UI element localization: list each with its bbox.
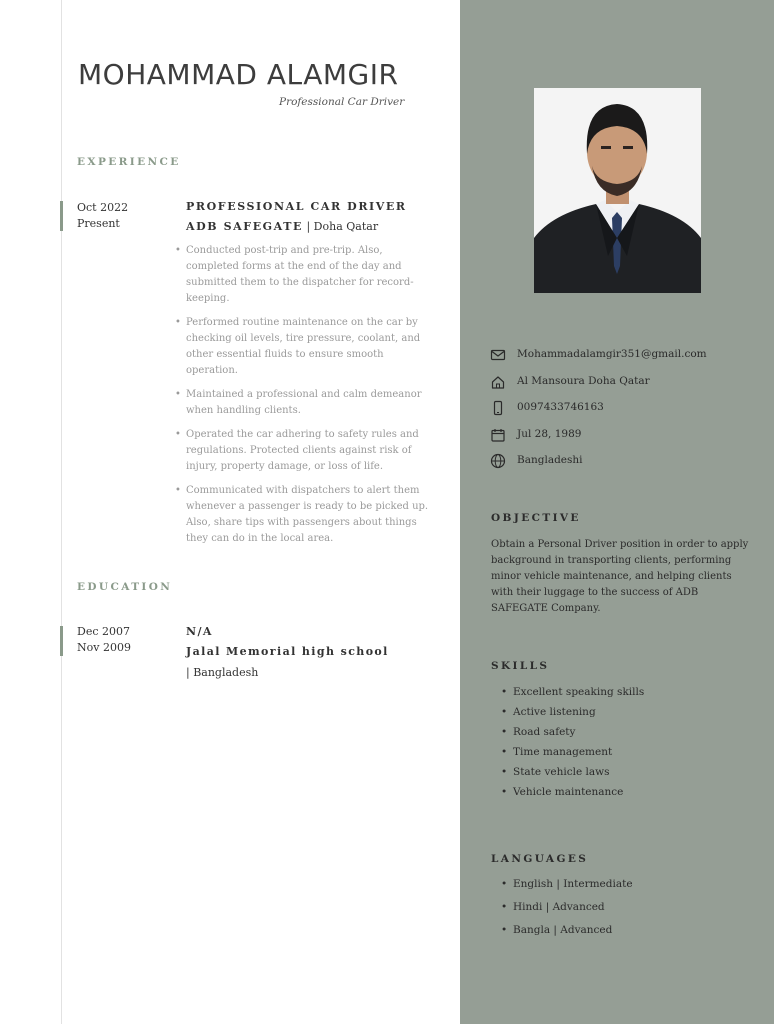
objective-text: Obtain a Personal Driver position in order to apply background in transporting clients, performing minor vehicle maintenance, and helping clients with their luggage to the success of ADB SAFEGATE Company. — [491, 539, 749, 614]
experience-bullet: • Conducted post-trip and pre-trip. Also, completed forms at the end of the day and submitted them to the dispatcher for record-keeping. — [186, 243, 438, 307]
profile-photo — [534, 88, 701, 293]
experience-bullets — [186, 243, 438, 555]
skill-item: • Excellent speaking skills — [513, 686, 644, 706]
education-degree: N/A — [186, 625, 213, 638]
job-company-line — [186, 220, 378, 233]
skill-item: • Time management — [513, 746, 644, 766]
experience-date-end: Present — [77, 217, 120, 230]
skill-item: • State vehicle laws — [513, 766, 644, 786]
contact-address — [490, 374, 750, 392]
education-heading: EDUCATION — [77, 581, 173, 593]
skills-list — [513, 686, 644, 806]
experience-date-start: Oct 2022 — [77, 201, 129, 214]
email-text: Mohammadalamgir351@gmail.com — [517, 348, 707, 360]
experience-bullet: • Operated the car adhering to safety rules and regulations. Protected clients against risk of injury, property damage, or loss of life. — [186, 427, 438, 475]
education-date-end: Nov 2009 — [77, 641, 131, 654]
experience-bullet: • Maintained a professional and calm demeanor when handling clients. — [186, 387, 438, 419]
languages-heading: LANGUAGES — [491, 853, 589, 865]
globe-icon — [490, 453, 506, 469]
language-item: • Hindi | Advanced — [513, 901, 633, 924]
candidate-name: MOHAMMAD ALAMGIR — [78, 58, 399, 91]
job-location: | Doha Qatar — [306, 220, 379, 233]
contact-dob — [490, 427, 750, 445]
skill-item: • Active listening — [513, 706, 644, 726]
home-icon — [490, 374, 506, 390]
experience-dates — [77, 200, 128, 232]
job-company: ADB SAFEGATE — [186, 220, 303, 233]
languages-list — [513, 878, 633, 947]
address-text: Al Mansoura Doha Qatar — [517, 375, 650, 387]
language-item: • English | Intermediate — [513, 878, 633, 901]
mail-icon — [490, 347, 506, 363]
job-title: PROFESSIONAL CAR DRIVER — [186, 200, 407, 213]
left-border-line — [61, 0, 62, 1024]
education-school: Jalal Memorial high school — [186, 645, 389, 658]
education-dates — [77, 624, 131, 656]
candidate-title: Professional Car Driver — [279, 96, 405, 108]
contact-nationality — [490, 453, 750, 471]
dob-text: Jul 28, 1989 — [517, 428, 582, 440]
education-date-start: Dec 2007 — [77, 625, 130, 638]
education-marker — [60, 626, 63, 656]
contact-phone[interactable] — [490, 400, 750, 418]
calendar-icon — [490, 427, 506, 443]
experience-heading: EXPERIENCE — [77, 156, 181, 168]
contact-email[interactable] — [490, 347, 750, 365]
profile-photo-illustration — [534, 88, 701, 293]
experience-bullet: • Communicated with dispatchers to alert them whenever a passenger is ready to be picked up. Also, share tips with passengers about things they can do in the local area. — [186, 483, 438, 547]
experience-marker — [60, 201, 63, 231]
phone-icon — [490, 400, 506, 416]
experience-bullet: • Performed routine maintenance on the car by checking oil levels, tire pressure, coolant, and other essential fluids to ensure smooth operation. — [186, 315, 438, 379]
education-location: | Bangladesh — [186, 666, 259, 679]
skill-item: • Road safety — [513, 726, 644, 746]
skill-item: • Vehicle maintenance — [513, 786, 644, 806]
nationality-text: Bangladeshi — [517, 454, 583, 466]
skills-heading: SKILLS — [491, 660, 550, 672]
phone-text: 0097433746163 — [517, 401, 604, 413]
objective-heading: OBJECTIVE — [491, 512, 581, 524]
language-item: • Bangla | Advanced — [513, 924, 633, 947]
